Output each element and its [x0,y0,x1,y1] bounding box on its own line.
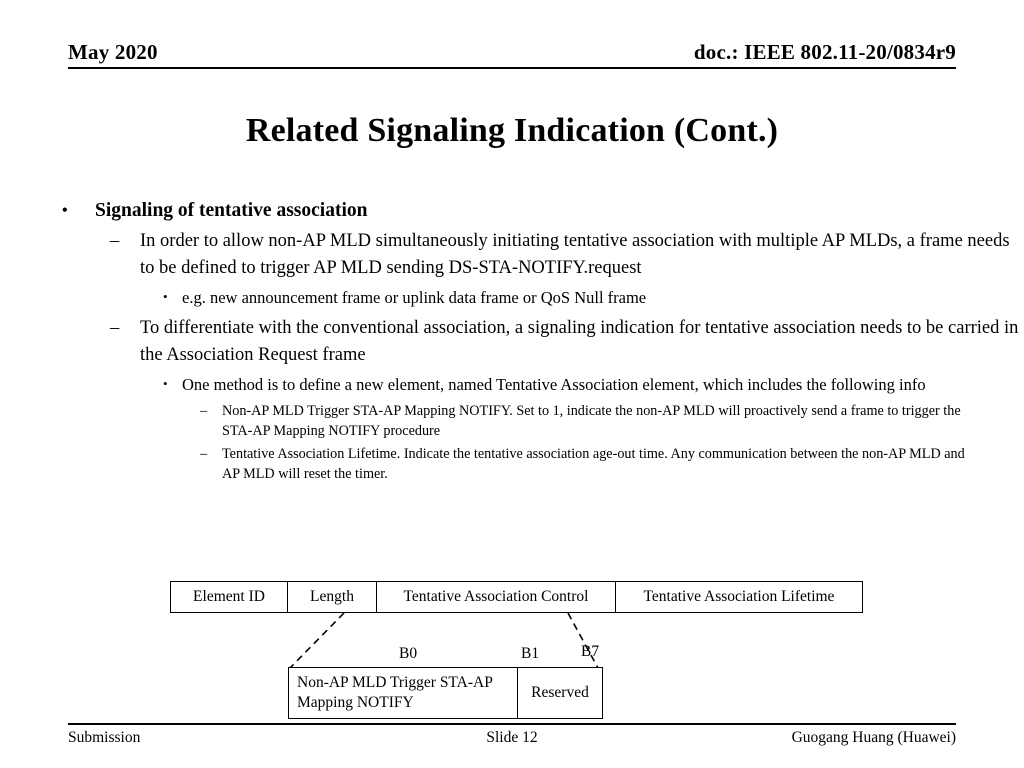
footer-submission-label: Submission [68,729,141,746]
bullet-level3-one-method-text: One method is to define a new element, named Tentative Association element, which includes the following info [182,375,926,394]
field-tentative-assoc-ctrl: Tentative Association Control [377,582,616,613]
leader-line-left [290,613,344,668]
bullet-level2-differentiate-text: To differentiate with the conventional association, a signaling indication for tentative association needs to be carried in the Association Request frame [140,318,1019,365]
subfield-reserved: Reserved [518,668,603,719]
page-title: Related Signaling Indication (Cont.) [245,112,779,149]
table-row [289,668,603,719]
subfield-trigger-sta-ap-mapping-notify: Non-AP MLD Trigger STA-AP Mapping NOTIFY [289,668,518,719]
header-date: May 2020 [68,40,158,64]
bullet-marker-dash: – [110,318,120,338]
header-document-number: doc.: IEEE 802.11-20/0834r9 [693,40,956,64]
footer-slide-number: Slide 12 [486,729,538,746]
bullet-marker-round: • [62,202,68,219]
bullet-marker-dash: – [200,446,208,462]
bullet-level4-trigger-notify-text: Non-AP MLD Trigger STA-AP Mapping NOTIFY. Set to 1, indicate the non-AP MLD will proactively send a frame to trigger the STA-AP Mapping NOTIFY procedure [222,403,961,439]
footer-author: Guogang Huang (Huawei) [791,729,956,746]
slide-footer [68,729,956,751]
bullet-level2-in-order-text: In order to allow non-AP MLD simultaneously initiating tentative association with multiple AP MLDs, a frame needs to be defined to trigger AP MLD sending DS-STA-NOTIFY.request [140,231,1010,278]
bullet-marker-round-small: • [163,376,168,391]
field-length: Length [288,582,377,613]
bit-label-b1: B1 [521,645,540,662]
bullet-level3-example-text: e.g. new announcement frame or uplink data frame or QoS Null frame [182,288,647,307]
bullet-level4-lifetime-text: Tentative Association Lifetime. Indicate the tentative association age-out time. Any communication between the non-AP MLD and AP MLD will reset the timer. [222,446,965,482]
control-field-subfields-table [288,667,603,719]
footer-divider-rule [68,723,956,725]
table-row [171,582,863,613]
field-element-id: Element ID [171,582,288,613]
bullet-marker-round-small: • [163,289,168,304]
field-tentative-assoc-life: Tentative Association Lifetime [616,582,863,613]
element-format-table [170,581,863,613]
bit-label-b0: B0 [399,645,418,662]
bit-label-b7: B7 [581,643,600,660]
bullet-level1-signaling-text: Signaling of tentative association [95,200,368,221]
bullet-marker-dash: – [110,231,120,251]
bullet-marker-dash: – [200,403,208,419]
